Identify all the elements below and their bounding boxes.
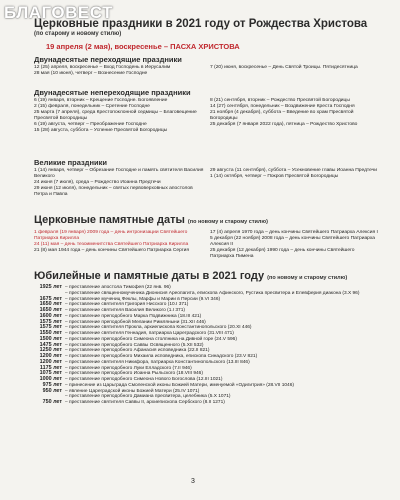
list-item: 17 (4) апреля 1970 года – день кончины Святейшего Патриарха Алексия I <box>210 230 378 235</box>
page-number: 3 <box>191 478 195 485</box>
jubilee-years: 1200 лет <box>39 358 62 365</box>
list-item: 29 июня (12 июля), понедельник – святых первоверховных апостолов Петра и Павла <box>34 185 193 197</box>
jubilee-years: 1925 лет <box>39 284 62 290</box>
jubilee-text: – преставление святителя Саввы II, архиепископа Сербского (8.II 1271) <box>65 400 225 405</box>
list-item: 25 декабря (7 января 2022 года), пятница – Рождество Христово <box>210 121 358 127</box>
jubilee-years: 750 лет <box>42 399 62 405</box>
jubilee-years: 975 лет <box>42 381 62 388</box>
jubilee-dates-title: Юбилейные и памятные даты в 2021 году <box>34 270 265 282</box>
list-item: 8 (21) сентября, вторник – Рождество Пресвятой Богородицы <box>210 98 350 103</box>
jubilee-text: – явление Цареградской иконы Божией Матери (25.IV 1071) <box>65 388 200 394</box>
list-item: 2 (15) февраля, понедельник – Сретение Господне <box>34 103 150 109</box>
jubilee-years: 1175 лет <box>39 364 62 371</box>
movable-feasts-heading: Двунадесятые переходящие праздники <box>34 55 182 64</box>
list-item: 6 (19) января, вторник – Крещение Господне. Богоявление <box>34 98 168 103</box>
jubilee-text: – преставление апостола Тимофея (22 янв. 96) <box>65 285 171 290</box>
jubilee-years: 1650 лет <box>39 307 62 313</box>
jubilee-dates-heading <box>34 270 347 282</box>
list-item: 1 (14) января, четверг – Обрезание Господне и память святителя Василия Великого <box>34 168 204 179</box>
jubilee-text: – преставление преподобного Луки Елладского (7.II 946) <box>65 365 192 371</box>
jubilee-text: – преставление святителя Никифора, патриарха Константинопольского (13.III 846) <box>65 359 250 365</box>
memorial-dates-right <box>210 230 380 260</box>
jubilee-years: 1675 лет <box>39 295 62 302</box>
list-item: 24 июня (7 июля), среда – Рождество Иоанна Предтечи <box>34 179 161 185</box>
jubilee-text: – преставление священномученика Дионисия Ареопагита, епископа Афинского, Рустика пресвитера и Елевферия диакона (3.Х 96) <box>65 290 360 296</box>
jubilee-years: 1650 лет <box>39 301 62 308</box>
page-title: Церковные праздники в 2021 году от Рождества Христова <box>34 18 368 30</box>
jubilee-years: 1200 лет <box>39 353 62 359</box>
list-item: 6 (19) августа, четверг – Преображение Господне <box>34 121 147 127</box>
list-item: 14 (27) сентября, понедельник – Воздвижение Креста Господня <box>210 103 355 109</box>
jubilee-years: 1075 лет <box>39 370 62 377</box>
list-item: 21 ноября (4 декабря), суббота – Введение во храм Пресвятой Богородицы <box>210 109 354 121</box>
fixed-feasts-right <box>210 98 380 128</box>
great-feasts-left <box>34 168 204 198</box>
jubilee-text: – преставление мучениц Феклы, Марфы и Марии в Персии (9.VI 346) <box>65 296 221 302</box>
memorial-dates-left <box>34 230 204 254</box>
jubilee-years: 1575 лет <box>39 324 62 331</box>
movable-feasts-right <box>210 65 380 71</box>
list-item: 12 (25) апреля, воскресенье – Вход Господень в Иерусалим <box>34 65 171 70</box>
fixed-feasts-heading: Двунадесятые непереходящие праздники <box>34 88 191 97</box>
jubilee-text: – преставление преподобного Симеона столпника на Дивной горе (24.V 596) <box>65 336 237 342</box>
jubilee-years: 1000 лет <box>39 376 62 382</box>
list-item: 21 (8) мая 1944 года – день кончины Святейшего Патриарха Сергия <box>34 247 189 253</box>
jubilee-years: 1250 лет <box>39 347 62 354</box>
jubilee-text: – преставление преподобного Иоанна Рыльского (18.VIII 946) <box>65 371 203 377</box>
jubilee-years: 1475 лет <box>39 341 62 348</box>
list-item: 7 (20) июня, воскресенье – День Святой Троицы. Пятидесятница <box>210 65 358 70</box>
jubilee-dates-note: (по новому и старому стилю) <box>267 275 348 281</box>
jubilee-years: 1575 лет <box>39 318 62 325</box>
jubilee-text: – преставление преподобного Афанасия исповедника (22.II 821) <box>65 348 210 354</box>
jubilee-text: – преставление преподобного Саввы Освященного (5.XII 532) <box>65 342 204 348</box>
jubilee-list <box>34 285 374 406</box>
jubilee-text: – принесение из Царьграда Смоленской иконы Божией Матери, именуемой «Одигитрия» (28.VII 1046) <box>65 382 294 388</box>
jubilee-years: 1600 лет <box>39 312 62 319</box>
jubilee-text: – преставление святителя Григория Нисского (10.I 371) <box>65 302 189 308</box>
list-item: 24 (11) мая – день тезоименитства Святейшего Патриарха Кирилла <box>34 241 189 247</box>
list-item: 5 декабря (22 ноября) 2008 года – день кончины Святейшего Патриарха Алексия II <box>210 235 375 247</box>
list-item: 25 декабря (12 декабря) 1990 года – день кончины Святейшего Патриарха Пимена <box>210 247 355 259</box>
jubilee-text: – преставление преподобного Марка Подвижника (18.III 421) <box>65 313 202 319</box>
jubilee-text: – преставление святителя Василия Великого (1.I 371) <box>65 308 185 313</box>
jubilee-text: – преставление преподобного Симеона Нового Богослова (12.III 1021) <box>65 377 223 382</box>
jubilee-text: – преставление святителя Геннадия, патриарха Цареградского (31.VIII 471) <box>65 331 234 336</box>
memorial-dates-title: Церковные памятные даты <box>34 214 185 226</box>
movable-feasts-left <box>34 65 204 77</box>
jubilee-years: 950 лет <box>42 387 62 394</box>
jubilee-text: – преставление преподобной Мелании Римляныни (31.XII 446) <box>65 319 206 325</box>
list-item: 29 августа (11 сентября), суббота – Усекновение главы Иоанна Предтечи <box>210 168 377 173</box>
list-item: 1 февраля (19 января) 2009 года – день интронизации Святейшего Патриарха Кирилла <box>34 230 188 241</box>
easter-date: 19 апреля (2 мая), воскресенье – ПАСХА ХРИСТОВА <box>46 42 240 51</box>
list-item: 25 марта (7 апреля), среда Крестопоклонной седмицы – Благовещение Пресвятой Богородицы <box>34 109 197 121</box>
jubilee-text: – преставление преподобного Дамиана пресвитера, целебника (5.X 1071) <box>65 394 231 400</box>
memorial-dates-note: (по новому и старому стилю) <box>187 219 268 225</box>
watermark-logo: БЛАГОВЕСТ <box>4 3 113 22</box>
great-feasts-heading: Великие праздники <box>34 158 107 167</box>
list-item: 1 (14) октября, четверг – Покров Пресвятой Богородицы <box>210 173 339 179</box>
memorial-dates-heading <box>34 214 268 226</box>
jubilee-row <box>34 400 374 406</box>
jubilee-years: 1550 лет <box>39 330 62 336</box>
jubilee-text: – преставление святителя Прокла, архиепископа Константинопольского (20.XI 446) <box>65 325 252 331</box>
jubilee-text: – преставление преподобного Михаила исповедника, епископа Синадского (23.V 821) <box>65 354 258 359</box>
great-feasts-right <box>210 168 380 180</box>
list-item: 15 (28) августа, суббота – Успение Пресвятой Богородицы <box>34 127 168 133</box>
page-subtitle: (по старому и новому стилю) <box>34 31 122 37</box>
fixed-feasts-left <box>34 98 204 133</box>
jubilee-years: 1500 лет <box>39 335 62 342</box>
list-item: 28 мая (10 июня), четверг – Вознесение Господне <box>34 70 148 76</box>
